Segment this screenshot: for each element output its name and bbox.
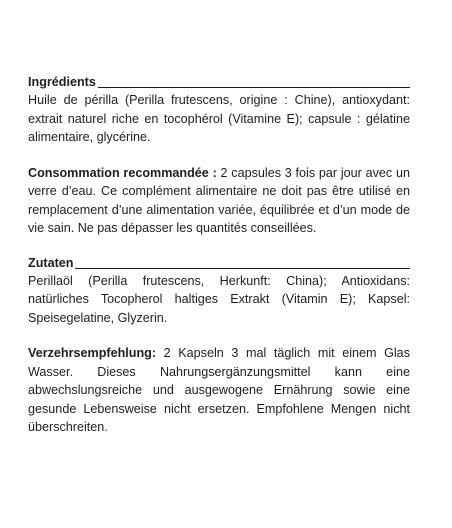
usage-fr-heading: Consommation recommandée :: [28, 165, 217, 180]
label-text-panel: [28, 74, 410, 454]
ingredients-de-section: [28, 255, 410, 328]
usage-fr-paragraph: [28, 164, 410, 238]
heading-underline: [98, 87, 410, 88]
usage-de-text: 2 Kapseln 3 mal täglich mit einem Glas Wasser. Dieses Nahrungsergänzungsmittel kann eine abwechslungsreiche und ausgewogene Ernährung sowie eine gesunde Lebensweise nicht ersetzen. Empfohlene Mengen nicht überschreiten.: [28, 346, 410, 434]
usage-de-heading: Verzehrsempfehlung:: [28, 346, 157, 360]
ingredients-fr-heading-row: [28, 74, 410, 91]
ingredients-de-heading: Zutaten: [28, 255, 74, 270]
ingredients-de-heading-row: [28, 255, 410, 272]
ingredients-de-text: Perillaöl (Perilla frutescens, Herkunft: China); Antioxidans: natürliches Tocopherol haltiges Extrakt (Vitamin E); Kapsel: Speisegelatine, Glyzerin.: [28, 273, 410, 325]
usage-fr-text: 2 capsules 3 fois par jour avec un verre d’eau. Ce complément alimentaire ne doit pas être utilisé en remplacement d’une alimentation variée, équilibrée et d’un mode de vie sain. Ne pas dépasser les quantités conseillées.: [28, 165, 410, 235]
usage-de-paragraph: [28, 344, 410, 437]
heading-underline: [75, 268, 410, 269]
ingredients-fr-section: [28, 74, 410, 147]
ingredients-fr-text: Huile de périlla (Perilla frutescens, origine : Chine), antioxydant: extrait naturel riche en tocophérol (Vitamine E); capsule : gélatine alimentaire, glycérine.: [28, 93, 410, 144]
usage-fr-section: [28, 164, 410, 238]
ingredients-fr-heading: Ingrédients: [28, 75, 96, 89]
usage-de-section: [28, 344, 410, 437]
